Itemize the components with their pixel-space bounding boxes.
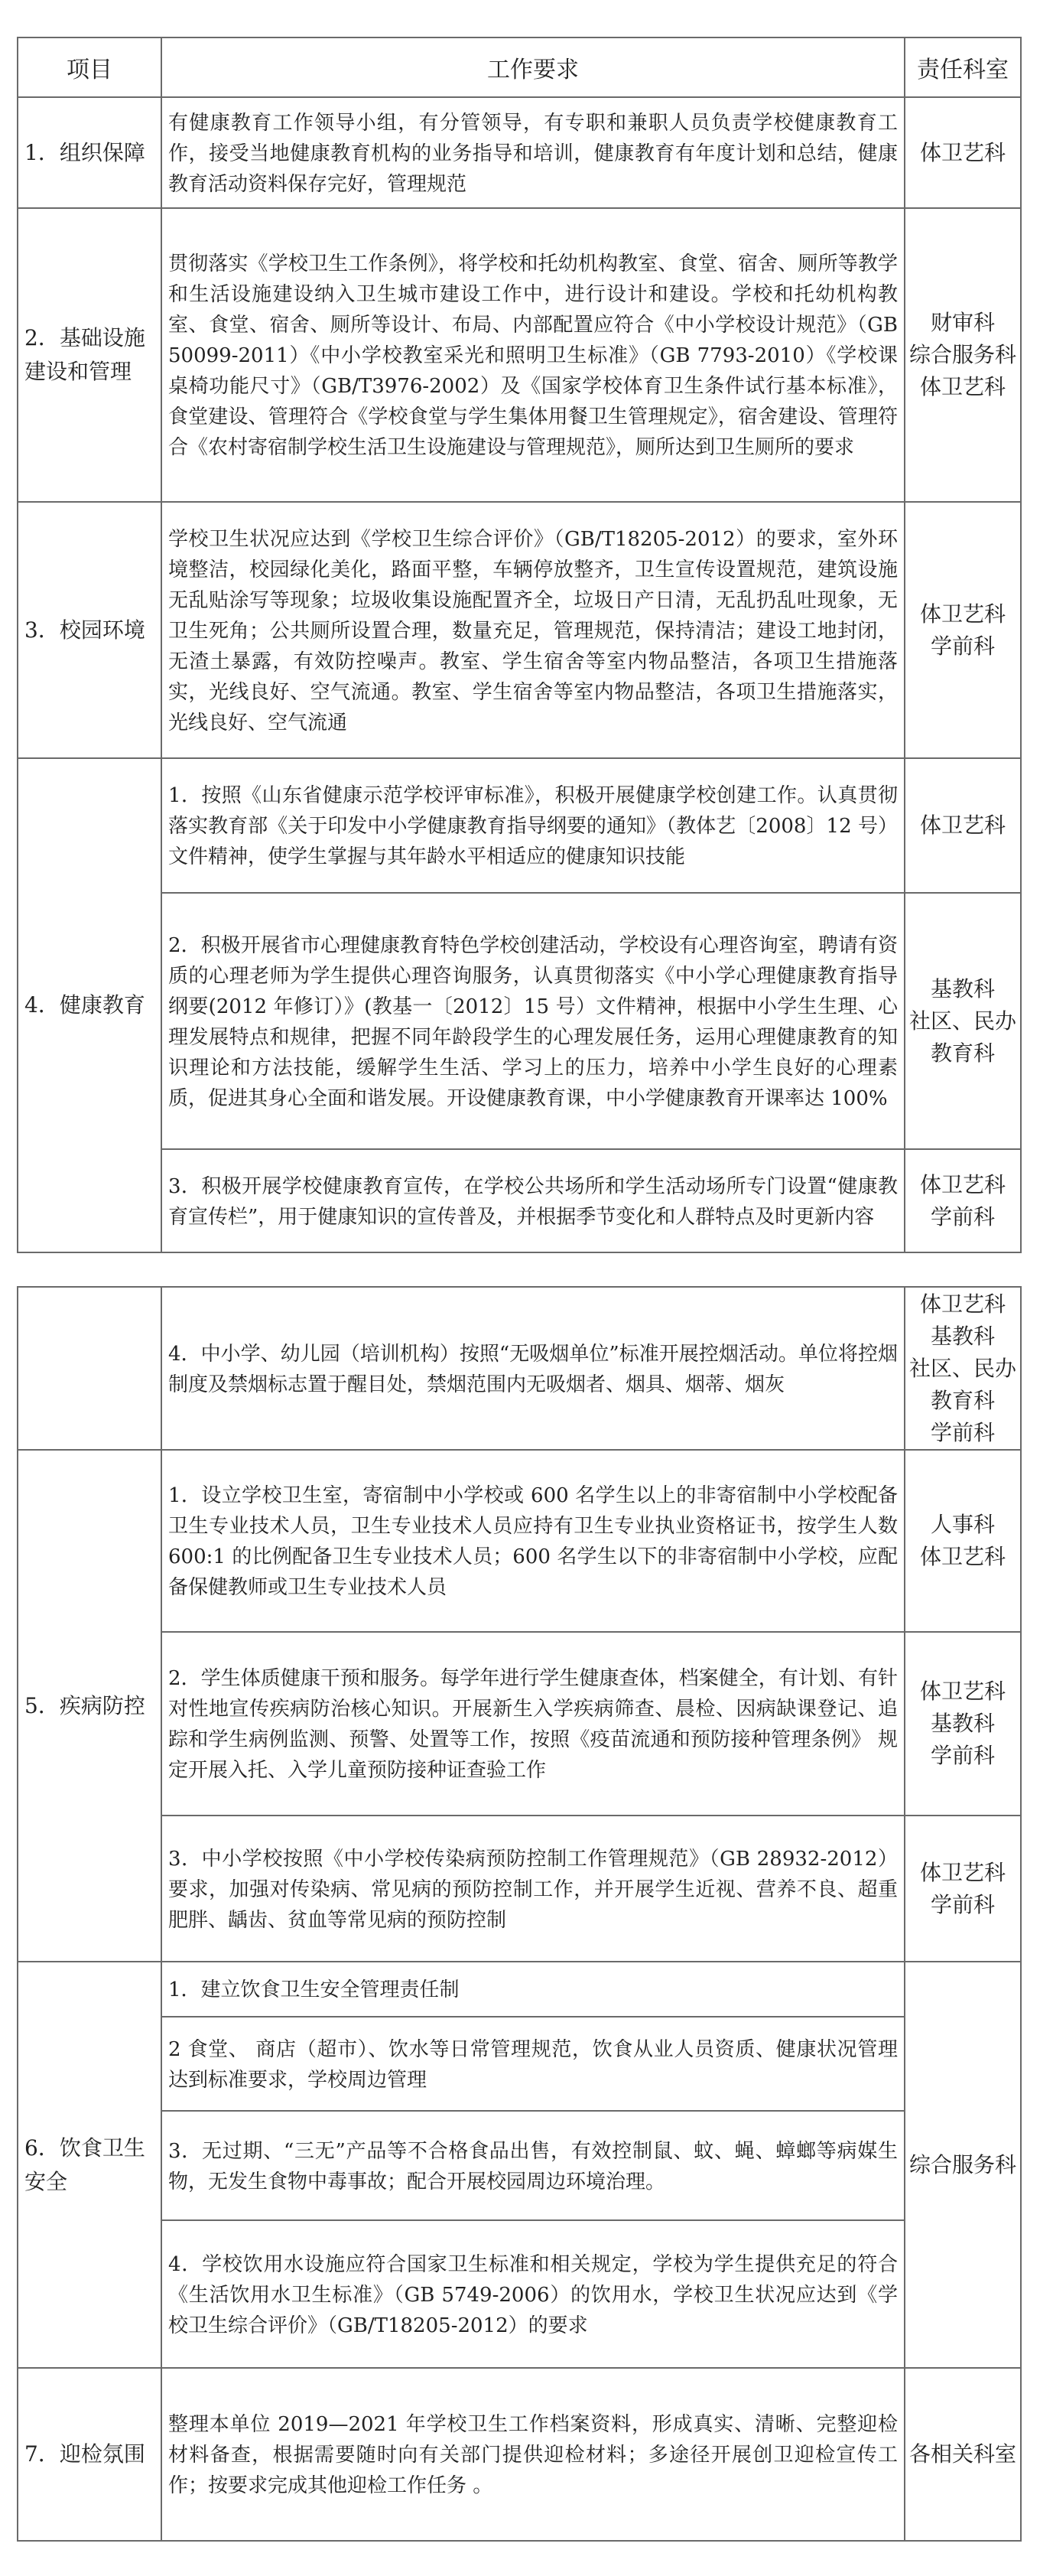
- table-row: [18, 1632, 1021, 1816]
- responsible-dept: 学前科: [930, 1891, 995, 1917]
- requirement-cell: 学校卫生状况应达到《学校卫生综合评价》（GB/T18205-2012）的要求，室外环境整洁，校园绿化美化，路面平整，车辆停放整齐，卫生宣传设置规范，建筑设施无乱贴涂写等现象；垃圾收集设施配置齐全，垃圾日产日清，无乱扔乱吐现象，无卫生死角；公共厕所设置合理，数量充足，管理规范，保持清洁；建设工地封闭，无渣土暴露，有效防控噪声。教室、学生宿舍等室内物品整洁，各项卫生措施落实，光线良好、空气流通。教室、学生宿舍等室内物品整洁，各项卫生措施落实，光线良好、空气流通: [161, 502, 905, 758]
- responsible-dept: 体卫艺科: [919, 1859, 1006, 1885]
- project-cell: [18, 1962, 161, 2368]
- project-label: 安全: [24, 2168, 68, 2194]
- project-label: 2．基础设施: [24, 325, 145, 350]
- responsible-dept: 体卫艺科: [919, 139, 1006, 165]
- header-responsible: 责任科室: [905, 37, 1021, 97]
- project-cell: [18, 97, 161, 208]
- project-label: 1．组织保障: [24, 139, 145, 165]
- responsible-dept: 体卫艺科: [919, 1544, 1006, 1569]
- responsible-dept: 各相关科室: [908, 2441, 1016, 2467]
- responsible-dept: 学前科: [930, 633, 995, 659]
- table-part-1: [17, 37, 1022, 1253]
- responsible-cell: [905, 1962, 1021, 2368]
- table-row: [18, 97, 1021, 208]
- responsible-dept: 学前科: [930, 1203, 995, 1229]
- responsible-dept: 体卫艺科: [919, 1679, 1006, 1704]
- responsible-dept: 体卫艺科: [919, 601, 1006, 627]
- responsible-dept: 学前科: [930, 1419, 995, 1445]
- responsible-dept: 社区、民办: [908, 1008, 1016, 1034]
- requirement-cell: 3．无过期、“三无”产品等不合格食品出售，有效控制鼠、蚊、蝇、蟑螂等病媒生物，无发生食物中毒事故；配合开展校园周边环境治理。: [161, 2111, 905, 2220]
- table-part-2: [17, 1286, 1022, 2542]
- responsible-cell: [905, 97, 1021, 208]
- table-row: [18, 2220, 1021, 2368]
- project-label: 4．健康教育: [24, 992, 145, 1018]
- responsible-dept: 基教科: [930, 975, 995, 1001]
- requirement-cell: 4．学校饮用水设施应符合国家卫生标准和相关规定，学校为学生提供充足的符合《生活饮用水卫生标准》（GB 5749-2006）的饮用水，学校卫生状况应达到《学校卫生综合评价》（GB/T18205-2012）的要求: [161, 2220, 905, 2368]
- table-row: [18, 2111, 1021, 2220]
- table-row: [18, 1149, 1021, 1252]
- responsible-dept: 体卫艺科: [919, 374, 1006, 399]
- table-row: [18, 893, 1021, 1149]
- project-cell: [18, 1287, 161, 1450]
- responsible-dept: 财审科: [930, 310, 995, 335]
- project-label: 3．校园环境: [24, 617, 145, 643]
- responsible-dept: 体卫艺科: [919, 1291, 1006, 1317]
- project-label: 建设和管理: [24, 359, 132, 384]
- responsible-dept: 教育科: [930, 1040, 995, 1066]
- responsible-dept: 体卫艺科: [919, 1171, 1006, 1197]
- project-cell: [18, 502, 161, 758]
- header-row: [18, 37, 1021, 97]
- requirement-cell: 1．按照《山东省健康示范学校评审标准》，积极开展健康学校创建工作。认真贯彻落实教育部《关于印发中小学健康教育指导纲要的通知》（教体艺〔2008〕12 号）文件精神，使学生掌握与其年龄水平相适应的健康知识技能: [161, 758, 905, 893]
- responsible-dept: 人事科: [930, 1512, 995, 1537]
- responsible-cell: [905, 758, 1021, 893]
- requirement-cell: 3．积极开展学校健康教育宣传，在学校公共场所和学生活动场所专门设置“健康教育宣传栏”，用于健康知识的宣传普及，并根据季节变化和人群特点及时更新内容: [161, 1149, 905, 1252]
- requirement-cell: 1．建立饮食卫生安全管理责任制: [161, 1962, 905, 2017]
- project-cell: [18, 208, 161, 502]
- table-row: [18, 208, 1021, 502]
- project-label: 6．饮食卫生: [24, 2135, 145, 2161]
- requirement-cell: 2 食堂、 商店（超市）、饮水等日常管理规范，饮食从业人员资质、健康状况管理达到标准要求，学校周边管理: [161, 2017, 905, 2111]
- project-cell: [18, 758, 161, 1252]
- header-project: 项目: [18, 37, 161, 97]
- responsible-cell: [905, 2368, 1021, 2541]
- table-row: [18, 2368, 1021, 2541]
- responsible-dept: 学前科: [930, 1743, 995, 1768]
- responsible-dept: 社区、民办: [908, 1355, 1016, 1381]
- table-row: [18, 1287, 1021, 1450]
- responsible-cell: [905, 208, 1021, 502]
- requirement-cell: 1．设立学校卫生室，寄宿制中小学校或 600 名学生以上的非寄宿制中小学校配备卫生专业技术人员，卫生专业技术人员应持有卫生专业执业资格证书，按学生人数 600:1 的比例配备卫生专业技术人员；600 名学生以下的非寄宿制中小学校，应配备保健教师或卫生专业技术人员: [161, 1450, 905, 1632]
- responsible-dept: 教育科: [930, 1387, 995, 1413]
- project-cell: [18, 2368, 161, 2541]
- table-row: [18, 758, 1021, 893]
- requirement-cell: 4．中小学、幼儿园（培训机构）按照“无吸烟单位”标准开展控烟活动。单位将控烟制度及禁烟标志置于醒目处，禁烟范围内无吸烟者、烟具、烟蒂、烟灰: [161, 1287, 905, 1450]
- table-row: [18, 1450, 1021, 1632]
- requirement-cell: 2．积极开展省市心理健康教育特色学校创建活动，学校设有心理咨询室，聘请有资质的心理老师为学生提供心理咨询服务，认真贯彻落实《中小学心理健康教育指导纲要(2012 年修订）》(教基一〔2012〕15 号）文件精神，根据中小学生生理、心理发展特点和规律，把握不同年龄段学生的心理发展任务，运用心理健康教育的知识理论和方法技能，缓解学生生活、学习上的压力，培养中小学生良好的心理素质，促进其身心全面和谐发展。开设健康教育课，中小学健康教育开课率达 100%: [161, 893, 905, 1149]
- responsible-cell: [905, 1149, 1021, 1252]
- responsible-dept: 体卫艺科: [919, 813, 1006, 838]
- table-row: [18, 2017, 1021, 2111]
- responsible-dept: 基教科: [930, 1323, 995, 1349]
- requirement-cell: 3．中小学校按照《中小学校传染病预防控制工作管理规范》（GB 28932-2012）要求，加强对传染病、常见病的预防控制工作，并开展学生近视、营养不良、超重肥胖、龋齿、贫血等常见病的预防控制: [161, 1816, 905, 1962]
- requirement-cell: 整理本单位 2019—2021 年学校卫生工作档案资料，形成真实、清晰、完整迎检材料备查，根据需要随时向有关部门提供迎检材料；多途径开展创卫迎检宣传工作；按要求完成其他迎检工作任务 。: [161, 2368, 905, 2541]
- responsible-dept: 基教科: [930, 1711, 995, 1736]
- requirement-cell: 2．学生体质健康干预和服务。每学年进行学生健康查体，档案健全，有计划、有针对性地宣传疾病防治核心知识。开展新生入学疾病筛查、晨检、因病缺课登记、追踪和学生病例监测、预警、处置等工作，按照《疫苗流通和预防接种管理条例》 规定开展入托、入学儿童预防接种证查验工作: [161, 1632, 905, 1816]
- responsible-cell: [905, 1287, 1021, 1450]
- responsible-cell: [905, 502, 1021, 758]
- responsible-cell: [905, 1450, 1021, 1632]
- responsible-cell: [905, 893, 1021, 1149]
- requirement-cell: 贯彻落实《学校卫生工作条例》，将学校和托幼机构教室、食堂、宿舍、厕所等教学和生活设施建设纳入卫生城市建设工作中，进行设计和建设。学校和托幼机构教室、食堂、宿舍、厕所等设计、布局、内部配置应符合《中小学校设计规范》（GB 50099-2011）《中小学校教室采光和照明卫生标准》（GB 7793-2010）《学校课桌椅功能尺寸》（GB/T3976-2002）及《国家学校体育卫生条件试行基本标准》，食堂建设、管理符合《学校食堂与学生集体用餐卫生管理规定》，宿舍建设、管理符合《农村寄宿制学校生活卫生设施建设与管理规范》，厕所达到卫生厕所的要求: [161, 208, 905, 502]
- header-requirement: 工作要求: [161, 37, 905, 97]
- project-cell: [18, 1450, 161, 1962]
- project-label: 7．迎检氛围: [24, 2441, 145, 2467]
- responsible-cell: [905, 1632, 1021, 1816]
- responsible-cell: [905, 1816, 1021, 1962]
- table-row: [18, 1816, 1021, 1962]
- project-label: 5．疾病防控: [24, 1692, 145, 1718]
- table-row: [18, 502, 1021, 758]
- responsible-dept: 综合服务科: [908, 342, 1016, 367]
- table-row: [18, 1962, 1021, 2017]
- responsible-dept: 综合服务科: [908, 2151, 1016, 2177]
- requirement-cell: 有健康教育工作领导小组，有分管领导，有专职和兼职人员负责学校健康教育工作，接受当地健康教育机构的业务指导和培训，健康教育有年度计划和总结，健康教育活动资料保存完好，管理规范: [161, 97, 905, 208]
